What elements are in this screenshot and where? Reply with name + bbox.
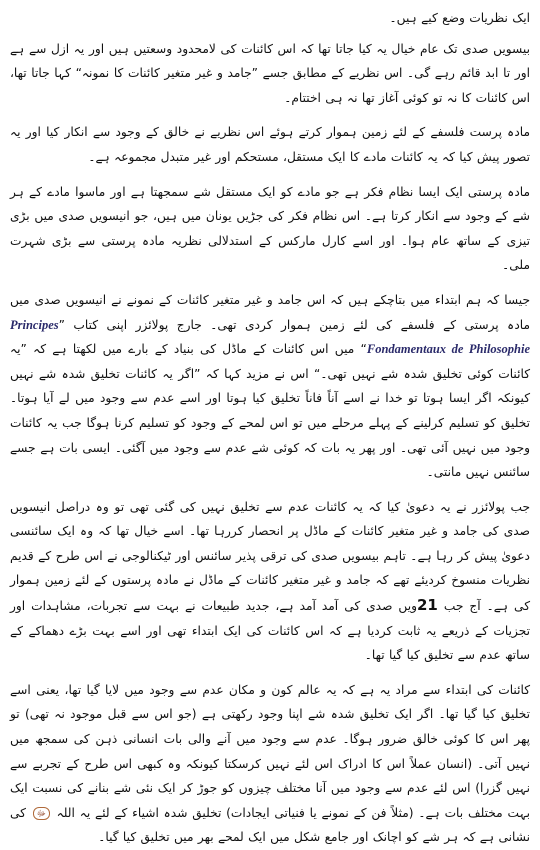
paragraph-text: مادہ پرستی ایک ایسا نظام فکر ہے جو مادے کو ایک مستقل شے سمجھتا ہے اور ماسوا مادے کے ہر شے کے وجود سے انکار کرتا ہے۔ اس نظام فکر کی جڑیں یونان میں ہیں، جو انیسویں صدی میں بڑی تیزی کے ساتھ عام ہوا۔ اور اسے کارل مارکس کے استدلالی نظریہ مادہ پرستی سے بڑی شہرت ملی۔: [10, 184, 530, 273]
paragraph-text: جب پولائزر نے یہ دعویٰ کیا کہ یہ کائنات عدم سے تخلیق نہیں کی گئی تھی تو وہ دراصل انیسویں صدی کی جامد و غیر متغیر کائنات کے ماڈل پر انحصار کررہا تھا۔ اسے خیال تھا کہ وہ ایک سائنسی دعویٰ پیش کر رہا ہے۔ تاہم بیسویں صدی کی ترقی پذیر سائنس اور ٹیکنالوجی نے اس طرح کے قدیم نظریات منسوخ کردیئے تھے کہ جامد و غیر متغیر کائنات کے ماڈل نے مادہ پرستوں کے لئے زمین ہموار کی ہے۔ آج جب: [10, 499, 530, 614]
paragraph-text: “ میں اس کائنات کے ماڈل کی بنیاد کے بارے میں لکھتا ہے کہ ”یہ کائنات کوئی تخلیق شدہ شے نہیں تھی۔“ اس نے مزید کہا کہ ”اگر یہ کائنات تخلیق شدہ شے نہیں کیونکہ اگر ایسا ہوتا تو خدا نے اسے آناً فاناً تخلیق کیا ہوتا اور اسے عدم سے وجود میں لے آیا ہوتا۔ تخلیق کو تسلیم کرلینے کے پہلے مرحلے میں تو اس لمحے کے وجود کو تسلیم کرنا ہوگا جب یہ کائنات وجود میں نہیں آئی تھی۔ اور پھر یہ بات کہ کوئی شے عدم سے وجود میں آگئی۔ ایسی بات ہے جسے سائنس نہیں مانتی۔: [10, 342, 530, 480]
paragraph-modern-physics: [10, 495, 530, 668]
century-number: 21: [417, 596, 438, 615]
paragraph-text: کی نشانی ہے کہ ہر شے کو اچانک اور جامع شکل میں ایک لمحے بھر میں تخلیق کیا گیا۔: [10, 805, 530, 845]
paragraph-text: جیسا کہ ہم ابتداء میں بتاچکے ہیں کہ اس جامد و غیر متغیر کائنات کے نمونے نے انیسویں صدی میں مادہ پرستی کے فلسفے کی لئے زمین ہموار کردی تھی۔ جارج پولائزر اپنی کتاب ”: [10, 292, 530, 332]
book-title: Principes Fondamentaux de Philosophie: [10, 317, 531, 357]
paragraph-text: مادہ پرست فلسفے کے لئے زمین ہموار کرتے ہوئے اس نظریے نے خالق کے وجود سے انکار کیا اور یہ تصور پیش کیا کہ یہ کائنات مادے کا ایک مستقل، مستحکم اور غیر متبدل مجموعہ ہے۔: [10, 125, 530, 164]
paragraph-materialist-philosophy: [10, 120, 530, 169]
paragraph-text: ویں صدی کی آمد آمد ہے، جدید طبیعات نے بہت سے تجربات، مشاہدات اور تجزیات کے ذریعے یہ ثابت کردیا ہے کہ اس کائنات کی ایک ابتداء تھی اور اسے بہت بڑے دھماکے کے ساتھ عدم سے تخلیق کیا گیا تھا۔: [10, 599, 530, 663]
paragraph-materialism-definition: [10, 180, 530, 278]
paragraph-politzer-quote: [10, 288, 530, 485]
paragraph-text: بیسویں صدی تک عام خیال یہ کیا جاتا تھا کہ اس کائنات کی لامحدود وسعتیں ہیں اور یہ ازل سے ہے اور تا ابد قائم رہے گی۔ اس نظریے کے مطابق جسے ”جامد و غیر متغیر کائنات کا نمونہ“ کہا جاتا تھا، اس کائنات کا نہ تو کوئی آغاز تھا نہ ہی اختتام۔: [10, 41, 530, 105]
paragraph-static-universe: [10, 37, 530, 111]
paragraph-text: کائنات کی ابتداء سے مراد یہ ہے کہ یہ عالم کون و مکان عدم سے وجود میں لایا گیا تھا، یعنی اسے تخلیق کیا گیا تھا۔ اگر ایک تخلیق شدہ شے اپنا وجود رکھتی ہے (جو اس سے قبل موجود نہ تھی) تو پھر اس کا کوئی خالق ضرور ہوگا۔ عدم سے وجود میں آنے والی بات انسانی ذہن کی سمجھ میں نہیں آتی۔ (انسان عملاً اس کا ادراک اس لئے نہیں کرسکتا کیونکہ وہ کبھی اس طرح کے تجربے سے نہیں گزرا) اس لئے عدم سے وجود میں آنا مختلف چیزوں کو جوڑ کر ایک نئی شے بنانے کی نسبت ایک بہت مختلف بات ہے۔ (مثلاً فن کے نمونے یا فنیاتی ایجادات) تخلیق شدہ اشیاء کے لئے یہ اللہ: [10, 682, 530, 820]
paragraph-creation-from-nothing: [10, 678, 530, 850]
paragraph-intro-fragment: [10, 6, 530, 31]
honorific-glyph: ﷻ: [33, 807, 50, 820]
paragraph-text: ایک نظریات وضع کیے ہیں۔: [389, 11, 530, 25]
